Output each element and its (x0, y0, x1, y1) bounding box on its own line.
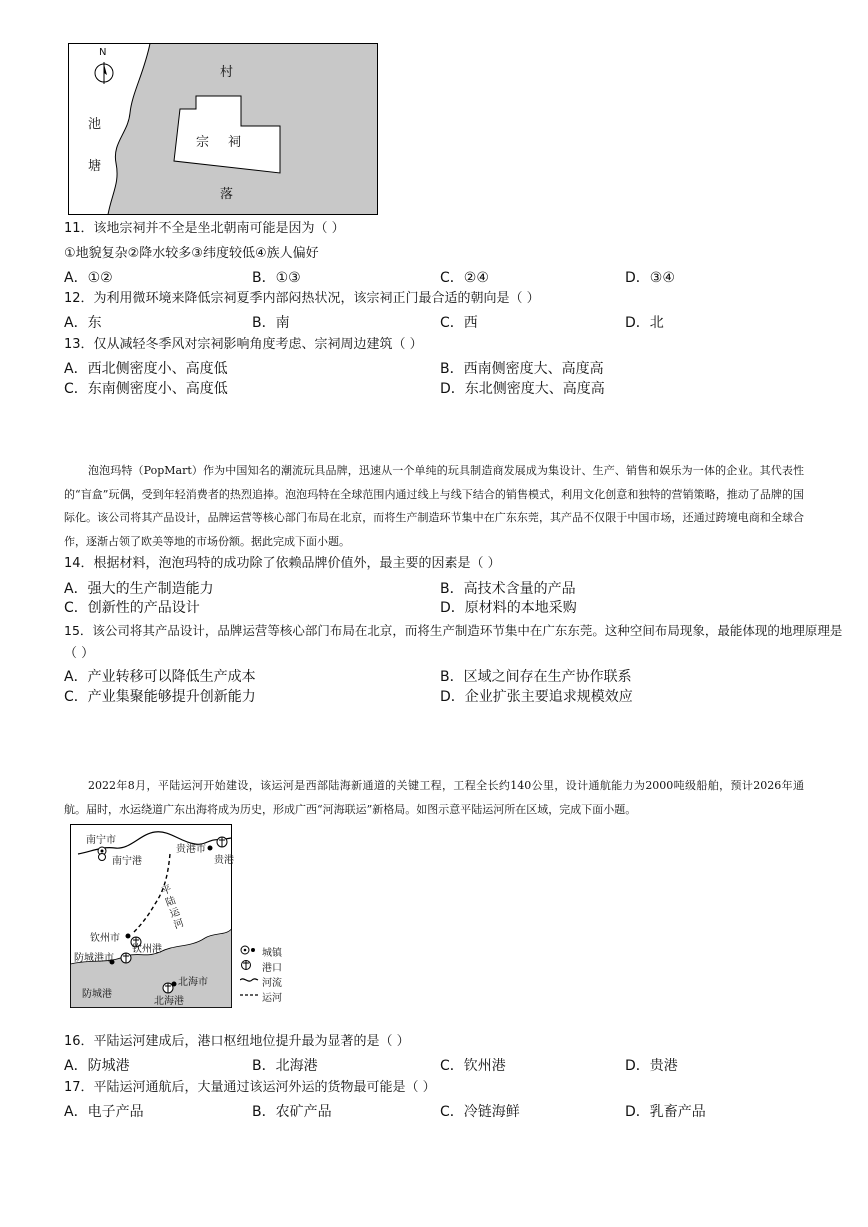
legend-town-label: 城镇 (262, 948, 282, 959)
question-13-option-c: C．东南侧密度小、高度低 (64, 381, 228, 397)
question-13-option-d: D．东北侧密度大、高度高 (440, 381, 605, 397)
map-ancestral-hall (68, 43, 378, 215)
question-13-stem: 13．仅从减轻冬季风对宗祠影响角度考虑、宗祠周边建筑（ ） (64, 337, 423, 352)
legend-symbols (240, 944, 260, 1008)
question-12-option-c: C．西 (440, 315, 478, 331)
question-16-option-c: C．钦州港 (440, 1058, 506, 1074)
map-legend (240, 944, 300, 1014)
compass-icon (94, 61, 114, 85)
nanning-port-icon (99, 854, 106, 861)
pond-label-bottom: 塘 (88, 159, 102, 174)
question-16-stem: 16．平陆运河建成后，港口枢纽地位提升最为显著的是（ ） (64, 1034, 410, 1049)
question-15-option-c: C．产业集聚能够提升创新能力 (64, 689, 256, 705)
question-17-option-d: D．乳畜产品 (625, 1104, 706, 1120)
label-nanning-port: 南宁港 (112, 856, 142, 867)
question-17-option-a: A．电子产品 (64, 1104, 144, 1120)
legend-canal-label: 运河 (262, 993, 282, 1004)
question-11-stem: 11．该地宗祠并不全是坐北朝南可能是因为（ ） (64, 221, 345, 236)
hall-label-1: 宗 (196, 135, 210, 150)
label-qinzhou-city: 钦州市 (90, 933, 120, 944)
question-17-stem: 17．平陆运河通航后，大量通过该运河外运的货物最可能是（ ） (64, 1080, 436, 1095)
guigang-port-icon (217, 837, 227, 847)
north-arrow (94, 47, 114, 87)
question-17-option-b: B．农矿产品 (252, 1104, 332, 1120)
north-label: N (99, 47, 107, 58)
hall-label-2: 祠 (228, 135, 242, 150)
label-fangcheng-port: 防城港 (82, 989, 112, 1000)
question-16-option-d: D．贵港 (625, 1058, 678, 1074)
legend-port-icon (242, 961, 251, 970)
question-15-option-d: D．企业扩张主要追求规模效应 (440, 689, 633, 705)
question-12-stem: 12．为利用微环境来降低宗祠夏季内部闷热状况，该宗祠正门最合适的朝向是（ ） (64, 291, 540, 306)
label-nanning-city: 南宁市 (86, 835, 116, 846)
map-pinglu-canal (70, 824, 232, 1008)
label-beihai-city: 北海市 (178, 977, 208, 988)
question-12-option-d: D．北 (625, 315, 664, 331)
legend-river-icon (240, 979, 258, 981)
question-12-option-a: A．东 (64, 315, 102, 331)
label-guigang-city: 贵港市 (176, 844, 206, 855)
question-11-option-b: B．①③ (252, 270, 301, 286)
question-13-option-b: B．西南侧密度大、高度高 (440, 361, 604, 377)
label-guigang-port: 贵港 (214, 855, 234, 866)
question-14-option-c: C．创新性的产品设计 (64, 600, 200, 616)
qinzhou-town-icon (126, 934, 131, 939)
label-fangcheng-city: 防城港市 (74, 953, 114, 964)
village-label-bottom: 落 (220, 187, 234, 202)
question-13-option-a: A．西北侧密度小、高度低 (64, 361, 228, 377)
question-14-option-b: B．高技术含量的产品 (440, 581, 576, 597)
question-11-option-a: A．①② (64, 270, 113, 286)
question-16-option-b: B．北海港 (252, 1058, 318, 1074)
question-14-option-d: D．原材料的本地采购 (440, 600, 577, 616)
pond-label-top: 池 (88, 117, 102, 132)
village-label-top: 村 (220, 65, 234, 80)
question-14-stem: 14．根据材料，泡泡玛特的成功除了依赖品牌价值外，最主要的因素是（ ） (64, 556, 501, 571)
label-canal: 平陆运河 (160, 883, 186, 932)
question-17-option-c: C．冷链海鲜 (440, 1104, 520, 1120)
fangcheng-port-icon (121, 953, 131, 963)
question-15-option-a: A．产业转移可以降低生产成本 (64, 669, 256, 685)
legend-river-label: 河流 (262, 978, 282, 989)
question-11-option-d: D．③④ (625, 270, 675, 286)
label-beihai-port: 北海港 (154, 996, 184, 1007)
question-14-option-a: A．强大的生产制造能力 (64, 581, 214, 597)
question-15-stem: 15．该公司将其产品设计，品牌运营等核心部门布局在北京，而将生产制造环节集中在广东东莞。这种空间布局现象，最能体现的地理原理是 (64, 623, 843, 638)
question-15-option-b: B．区域之间存在生产协作联系 (440, 669, 632, 685)
question-11-option-c: C．②④ (440, 270, 489, 286)
question-16-option-a: A．防城港 (64, 1058, 130, 1074)
question-11-statements: ①地貌复杂②降水较多③纬度较低④族人偏好 (64, 246, 319, 261)
guigang-town-icon (208, 846, 213, 851)
legend-port-label: 港口 (262, 963, 282, 974)
passage-pinglu-canal: 2022年8月，平陆运河开始建设，该运河是西部陆海新通道的关键工程，工程全长约140公里，设计通航能力为2000吨级船舶，预计2026年通航。届时，水运绕道广东出海将成为历史，形成广西“河海联运”新格局。如图示意平陆运河所在区域，完成下面小题。 (64, 779, 804, 816)
passage-popmart: 泡泡玛特（PopMart）作为中国知名的潮流玩具品牌，迅速从一个单纯的玩具制造商发展成为集设计、生产、销售和娱乐为一体的企业。其代表性的“盲盒”玩偶，受到年轻消费者的热烈追捧。泡泡玛特在全球范围内通过线上与线下结合的销售模式，利用文化创意和独特的营销策略，推动了品牌的国际化。该公司将其产品设计，品牌运营等核心部门布局在北京，而将生产制造环节集中在广东东莞，其产品不仅限于中国市场，还通过跨境电商和全球合作，逐渐占领了欧美等地的市场份额。据此完成下面小题。 (64, 464, 804, 548)
label-qinzhou-port: 钦州港 (132, 944, 162, 955)
question-15-stem-tail: （ ） (64, 646, 95, 661)
question-12-option-b: B．南 (252, 315, 290, 331)
